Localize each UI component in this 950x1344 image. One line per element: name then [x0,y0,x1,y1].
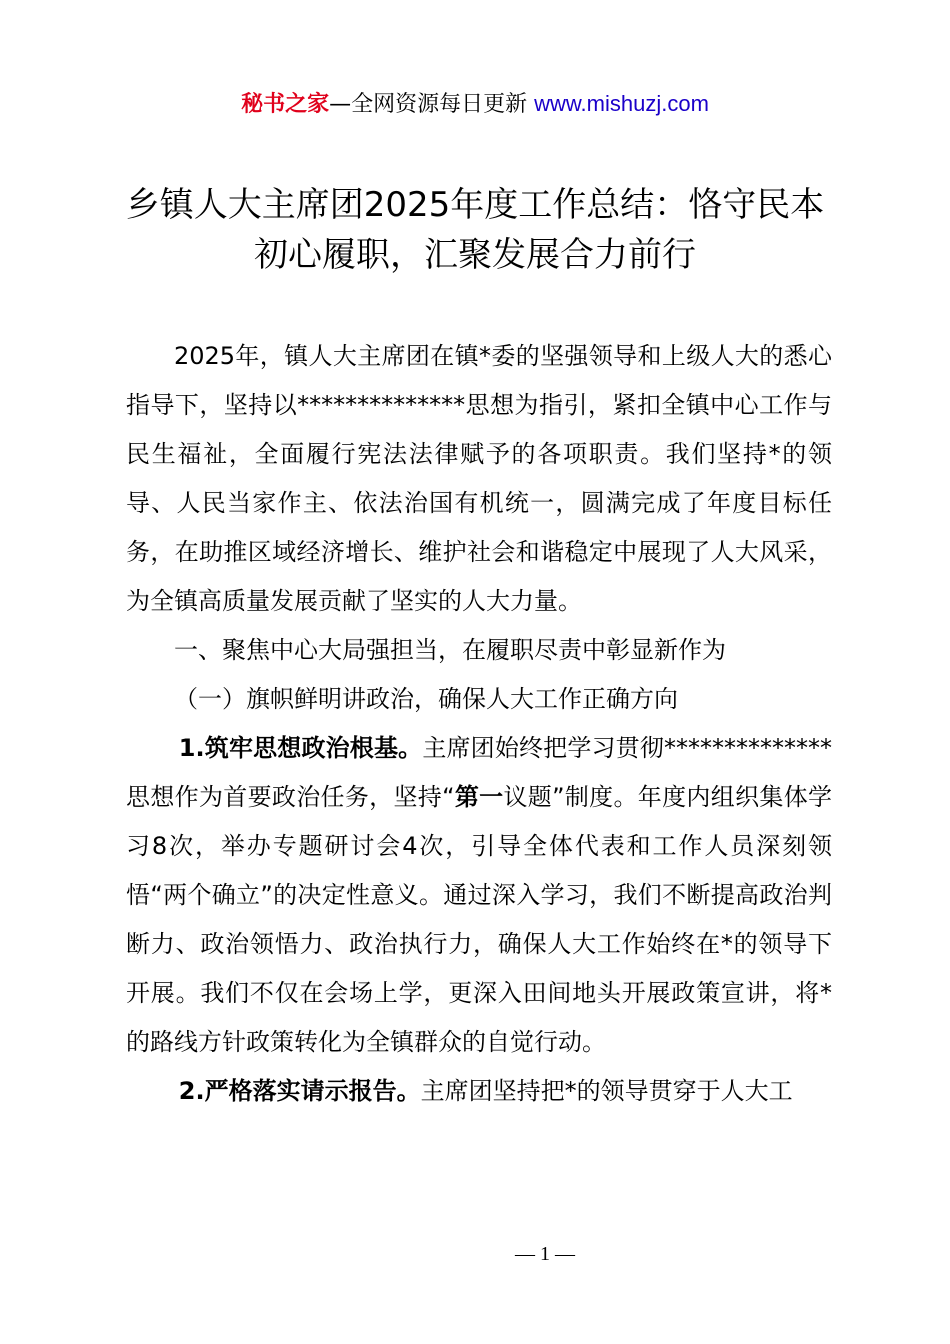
document-title: 乡镇人大主席团2025年度工作总结：恪守民本初心履职，汇聚发展合力前行 [125,185,825,275]
item-two-text: 主席团坚持把*的领导贯穿于人大工 [420,1077,793,1105]
item-one-bold-phrase: 第一 [454,783,504,811]
site-header [0,88,950,121]
header-tagline: —全网资源每日更新 [329,92,535,117]
item-one-paragraph [126,724,832,1067]
site-url-link[interactable]: www.mishuzj.com [534,91,709,116]
item-one-text-b: 议题”制度。年度内组织集体学习8次，举办专题研讨会4次，引导全体代表和工作人员深刻领悟“两个确立”的决定性意义。通过深入学习，我们不断提高政治判断力、政治领悟力、政治执行力，确保人大工作始终在*的领导下开展。我们不仅在会场上学，更深入田间地头开展政策宣讲，将*的路线方针政策转化为全镇群众的自觉行动。 [126,783,833,1056]
item-two-paragraph [126,1067,832,1116]
intro-paragraph: 2025年，镇人大主席团在镇*委的坚强领导和上级人大的悉心指导下，坚持以**************思想为指引，紧扣全镇中心工作与民生福祉，全面履行宪法法律赋予的各项职责。我们坚持*的领导、人民当家作主、依法治国有机统一，圆满完成了年度目标任务，在助推区域经济增长、维护社会和谐稳定中展现了人大风采，为全镇高质量发展贡献了坚实的人大力量。 [126,342,832,615]
brand-name: 秘书之家 [241,92,330,117]
document-body [126,332,832,1116]
section-heading-one: 一、聚焦中心大局强担当，在履职尽责中彰显新作为 [174,636,726,664]
item-one-lead: 1.筑牢思想政治根基。 [178,734,423,762]
page-number: — 1 — [515,1243,575,1265]
item-one-text-a: 主席团始终把学习贯彻**************思想作为首要政治任务，坚持“ [126,734,832,811]
subsection-heading-one: （一）旗帜鲜明讲政治，确保人大工作正确方向 [174,685,678,713]
item-two-lead: 2.严格落实请示报告。 [178,1077,421,1105]
